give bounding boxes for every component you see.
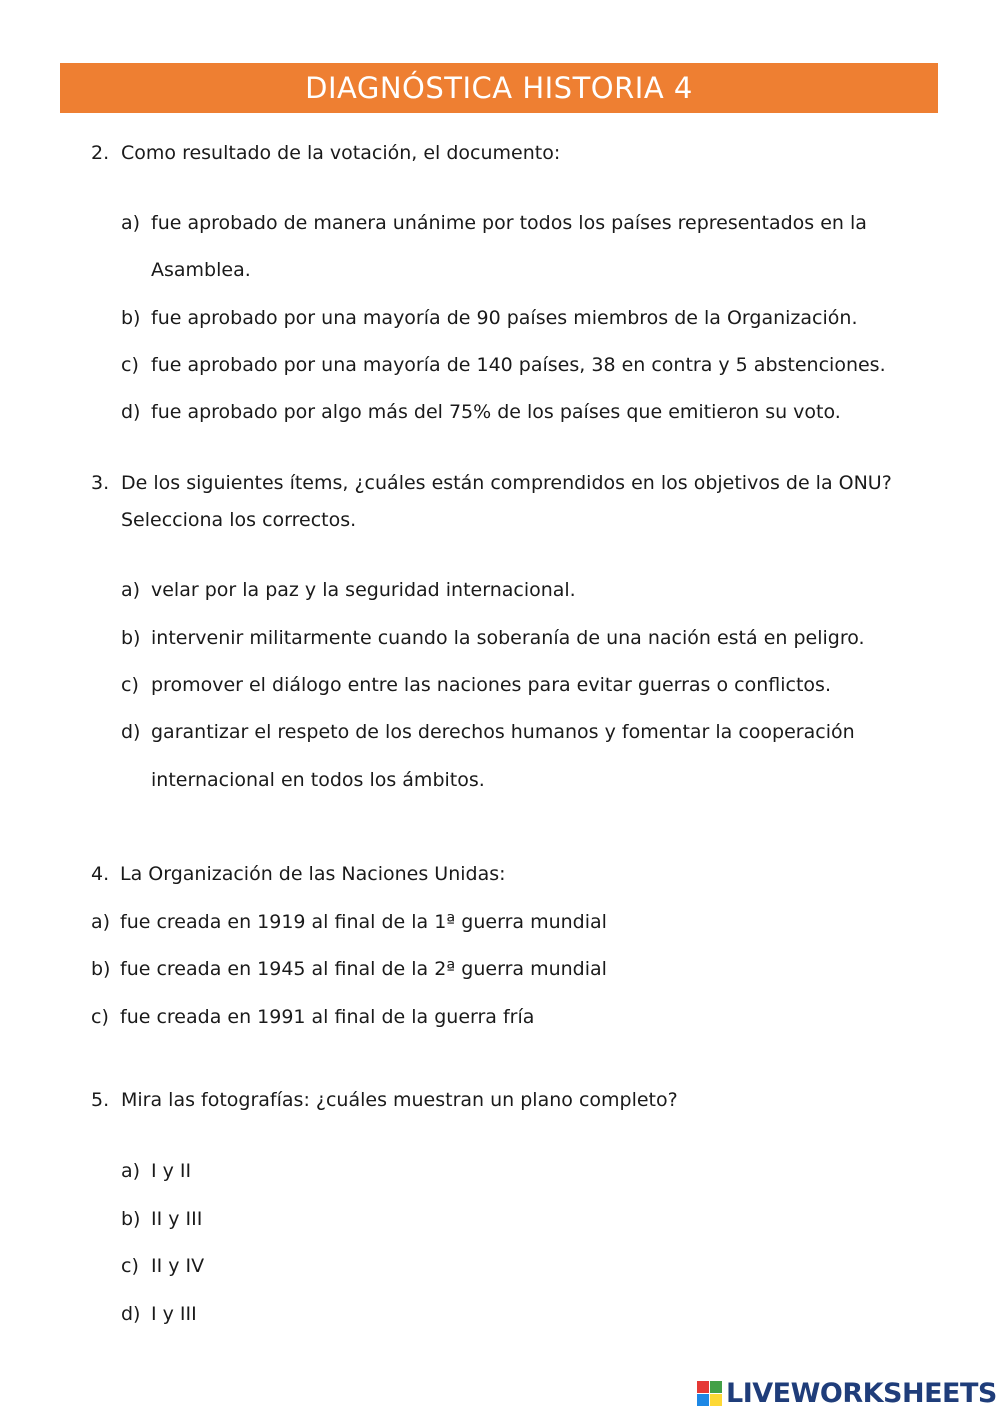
question-text: Mira las fotografías: ¿cuáles muestran un plano completo?	[121, 1089, 678, 1111]
option-text[interactable]: garantizar el respeto de los derechos humanos y fomentar la cooperación	[151, 721, 855, 743]
option-letter[interactable]: a)	[121, 579, 141, 601]
option-text[interactable]: promover el diálogo entre las naciones para evitar guerras o conflictos.	[151, 674, 831, 696]
brand-name: LIVEWORKSHEETS	[726, 1377, 997, 1409]
question-number: 3.	[91, 472, 110, 494]
option-letter[interactable]: a)	[121, 212, 141, 234]
question-number: 4.	[91, 863, 110, 885]
option-text[interactable]: velar por la paz y la seguridad internacional.	[151, 579, 576, 601]
logo-square-yellow	[710, 1394, 722, 1406]
option-text[interactable]: fue creada en 1991 al final de la guerra fría	[120, 1006, 535, 1028]
option-letter[interactable]: b)	[121, 307, 141, 329]
option-text[interactable]: intervenir militarmente cuando la soberanía de una nación está en peligro.	[151, 627, 865, 649]
option-text[interactable]: fue aprobado de manera unánime por todos los países representados en la	[151, 212, 867, 234]
question-number: 2.	[91, 142, 110, 164]
title-banner	[60, 63, 938, 113]
option-letter[interactable]: b)	[91, 958, 111, 980]
option-text[interactable]: I y II	[151, 1160, 192, 1182]
option-text[interactable]: fue creada en 1945 al final de la 2ª guerra mundial	[120, 958, 607, 980]
question-text: De los siguientes ítems, ¿cuáles están comprendidos en los objetivos de la ONU?	[121, 472, 892, 494]
option-letter[interactable]: a)	[121, 1160, 141, 1182]
option-text[interactable]: II y IV	[151, 1255, 205, 1277]
option-letter[interactable]: c)	[121, 354, 139, 376]
option-text[interactable]: II y III	[151, 1208, 203, 1230]
option-letter[interactable]: c)	[121, 1255, 139, 1277]
option-text[interactable]: fue creada en 1919 al final de la 1ª guerra mundial	[120, 911, 607, 933]
logo-square-green	[710, 1381, 722, 1393]
option-text[interactable]: I y III	[151, 1303, 197, 1325]
option-letter[interactable]: b)	[121, 627, 141, 649]
option-text[interactable]: fue aprobado por algo más del 75% de los países que emitieron su voto.	[151, 401, 841, 423]
question-text: Selecciona los correctos.	[121, 509, 357, 531]
option-letter[interactable]: b)	[121, 1208, 141, 1230]
option-text[interactable]: fue aprobado por una mayoría de 140 países, 38 en contra y 5 abstenciones.	[151, 354, 886, 376]
option-letter[interactable]: d)	[121, 401, 141, 423]
question-text: Como resultado de la votación, el documento:	[121, 142, 561, 164]
option-letter[interactable]: d)	[121, 721, 141, 743]
page-title: DIAGNÓSTICA HISTORIA 4	[305, 71, 693, 105]
logo-square-red	[697, 1381, 709, 1393]
liveworksheets-logo[interactable]	[697, 1376, 997, 1410]
option-letter[interactable]: c)	[91, 1006, 109, 1028]
question-number: 5.	[91, 1089, 110, 1111]
question-text: La Organización de las Naciones Unidas:	[120, 863, 506, 885]
logo-square-blue	[697, 1394, 709, 1406]
option-letter[interactable]: c)	[121, 674, 139, 696]
option-text[interactable]: Asamblea.	[151, 259, 251, 281]
option-text[interactable]: fue aprobado por una mayoría de 90 países miembros de la Organización.	[151, 307, 858, 329]
option-letter[interactable]: d)	[121, 1303, 141, 1325]
option-text[interactable]: internacional en todos los ámbitos.	[151, 769, 485, 791]
option-letter[interactable]: a)	[91, 911, 111, 933]
logo-icon	[697, 1381, 722, 1406]
